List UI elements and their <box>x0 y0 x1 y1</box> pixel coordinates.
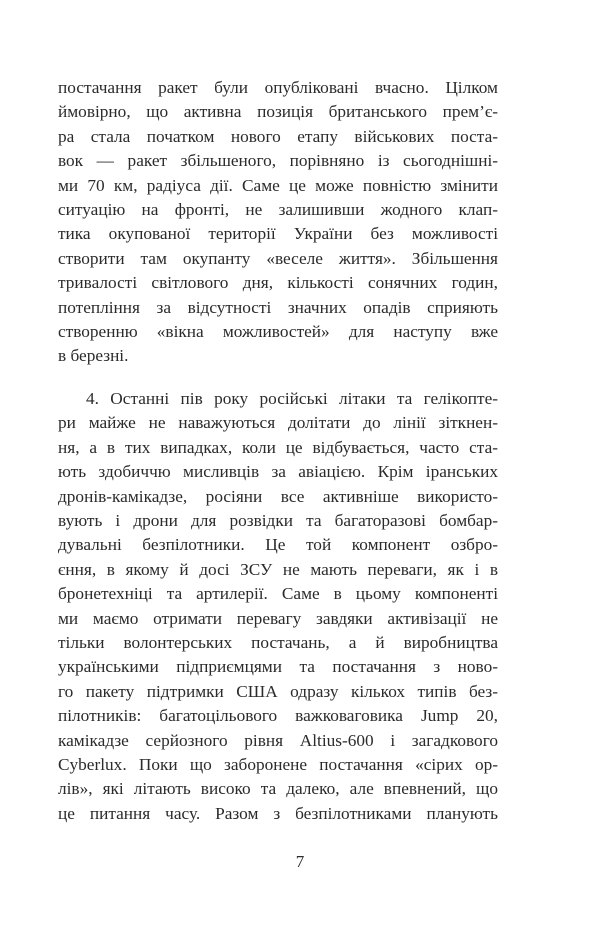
text-line: це питання часу. Разом з безпілотниками планують <box>58 803 498 823</box>
text-line: в березні. <box>58 346 129 366</box>
text-line: ймовірно, що активна позиція британського прем’є- <box>58 102 498 122</box>
text-line: ють здобиччю мисливців за авіацією. Крім іранських <box>58 462 498 482</box>
text-line: тривалості світлового дня, кількості сонячних годин, <box>58 273 498 293</box>
text-line: ра стала початком нового етапу військових поста- <box>58 126 498 146</box>
text-line: пілотників: багатоцільового важковаговика Jump 20, <box>58 706 498 726</box>
text-line: створити там окупанту «веселе життя». Збільшення <box>58 248 498 268</box>
text-line: вують і дрони для розвідки та багаторазові бомбар- <box>58 511 498 530</box>
text-line: 4. Останні пів року російські літаки та гелікопте- <box>86 389 498 408</box>
text-line: го пакету підтримки США одразу кількох типів без- <box>58 681 498 701</box>
text-line: дувальні безпілотники. Це той компонент озбро- <box>58 535 498 555</box>
text-line: ситуацію на фронті, не залишивши жодного клап- <box>58 200 498 219</box>
text-line: потепління за відсутності значних опадів сприяють <box>58 297 498 317</box>
text-line: тика окупованої території України без можливості <box>58 224 498 244</box>
text-line: бронетехніці та артилерії. Саме в цьому компоненті <box>58 584 498 604</box>
text-line: ри майже не наважуються долітати до лінії зіткнен- <box>58 413 498 433</box>
text-line: створенню «вікна можливостей» для наступу вже <box>58 322 498 341</box>
text-line: постачання ракет були опубліковані вчасно. Цілком <box>58 78 498 97</box>
page-number: 7 <box>295 852 305 871</box>
text-line: ня, а в тих випадках, коли це відбувається, часто ста- <box>58 437 498 457</box>
text-line: єння, в якому й досі ЗСУ не мають переваги, як і в <box>58 559 498 579</box>
text-line: ми маємо отримати перевагу завдяки активізації не <box>58 608 498 628</box>
text-line: камікадзе серйозного рівня Altius-600 і загадкового <box>58 730 498 750</box>
text-line: лів», які літають високо та далеко, але впевнений, що <box>58 779 498 799</box>
text-line: українськими підприємцями та постачання з ново- <box>58 657 498 677</box>
text-line: Cyberlux. Поки що заборонене постачання «сірих ор- <box>58 755 498 774</box>
text-line: вок — ракет збільшеного, порівняно із сьогоднішні- <box>58 151 498 171</box>
text-line: дронів-камікадзе, росіяни все активніше використо- <box>58 486 498 506</box>
text-line: тільки волонтерських постачань, а й виробництва <box>58 633 498 652</box>
text-line: ми 70 км, радіуса дії. Саме це може повністю змінити <box>58 175 498 195</box>
